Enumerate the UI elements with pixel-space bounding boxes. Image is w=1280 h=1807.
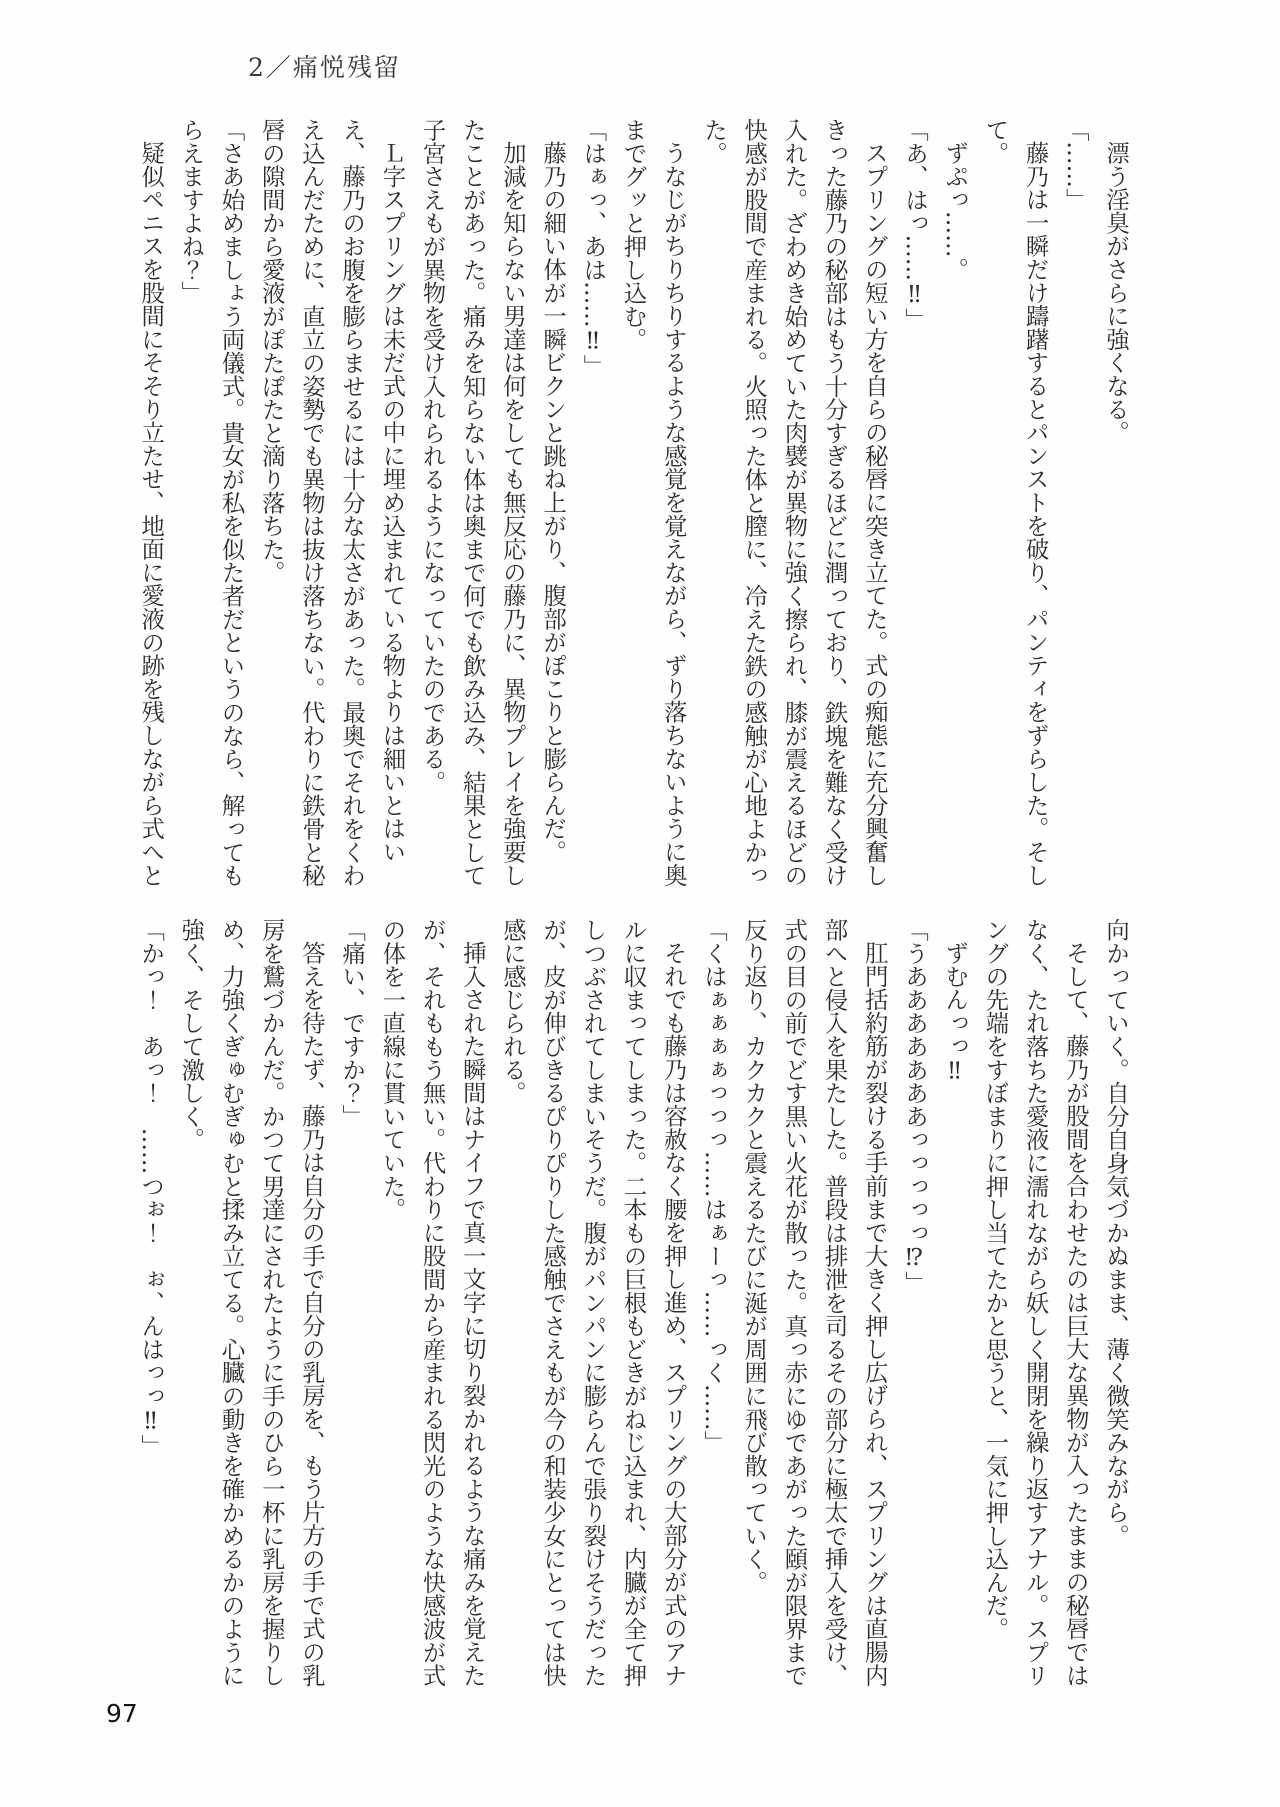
text-column: 快感が股間で産まれる。火照った体と膣に、冷えた鉄の感触が心地よかっ [740,118,768,887]
text-block-bottom [130,918,1135,1710]
text-column: Ｌ字スプリングは未だ式の中に埋め込まれている物よりは細いとはい [378,141,406,864]
text-column: え、藤乃のお腹を膨らませるには十分な太さがあった。最奥でそれをくわ [338,118,366,887]
text-column: え込んだために、直立の姿勢でも異物は抜け落ちない。代わりに鉄骨と秘 [297,118,325,887]
text-column: 答えを待たず、藤乃は自分の手で自分の乳房を、もう片方の手で式の乳 [297,941,325,1687]
text-column: 挿入された瞬間はナイフで真一文字に切り裂かれるような痛みを覚えた [458,941,486,1687]
text-column: た。 [699,118,727,165]
text-column: そして、藤乃が股間を合わせたのは巨大な異物が入ったままの秘唇では [1061,941,1089,1687]
text-column: ずぷっ……。 [941,141,969,282]
text-column: 向かっていく。自分自身気づかぬまま、薄く微笑みながら。 [1102,918,1129,1548]
text-column: が、皮が伸びきるぴりぴりした感触でさえもが今の和装少女にとっては快 [539,918,567,1687]
text-column: きった藤乃の秘部はもう十分すぎるほどに潤っており、鉄塊を難なく受け [820,118,848,887]
text-column: 肛門括約筋が裂ける手前まで大きく押し広げられ、スプリングは直腸内 [860,941,888,1687]
text-column: ルに収まってしまった。二本もの巨根もどきがねじ込まれ、内臓が全て押 [619,918,647,1687]
text-column: 藤乃は一瞬だけ躊躇するとパンストを破り、パンティをずらした。そし [1021,141,1049,887]
text-column: 房を鷲づかんだ。かつて男達にされたように手のひら一杯に乳房を握りし [257,918,285,1687]
text-column: 感に感じられる。 [498,918,526,1105]
text-column: 入れた。ざわめき始めていた肉襞が異物に強く擦られ、膝が震えるほどの [780,118,808,887]
text-column: までグッと押し込む。 [619,118,647,351]
text-column: 反り返り、カクカクと震えるたびに涎が周囲に飛び散っていく。 [740,918,768,1594]
text-column: スプリングの短い方を自らの秘唇に突き立てた。式の痴態に充分興奮し [860,141,888,887]
text-column: 「くはぁぁぁぁっっっ……はぁーっ……っく……」 [699,918,727,1454]
text-column: うなじがちりちりするような感覚を覚えながら、ずり落ちないように奥 [659,141,687,887]
text-column: たことがあった。痛みを知らない体は奥まで何でも飲み込み、結果として [458,118,486,887]
text-column: それでも藤乃は容赦なく腰を押し進め、スプリングの大部分が式のアナ [659,941,687,1687]
text-column: 強く、そして激しく。 [177,918,205,1151]
text-column: なく、たれ落ちた愛液に濡れながら妖しく開閉を繰り返すアナル。スプリ [1021,918,1049,1687]
text-column: て。 [981,118,1009,165]
text-column: 藤乃の細い体が一瞬ビクンと跳ね上がり、腹部がぽこりと膨らんだ。 [539,141,567,864]
text-column: め、力強くぎゅむぎゅむと揉み立てる。心臓の動きを確かめるかのように [217,918,245,1687]
text-column: 「かっ！ あっ！ ……つぉ！ ぉ、んはっっ‼」 [137,918,165,1458]
text-column: ずむんっっ‼ [941,941,969,1085]
text-column: 「さあ始めましょう両儀式。貴女が私を似た者だというのなら、解っても [217,118,245,887]
text-column: 加減を知らない男達は何をしても無反応の藤乃に、異物プレイを強要し [498,141,526,887]
text-column: 「うあああああああっっっっっ⁉」 [900,918,928,1295]
text-block-top [130,118,1135,910]
text-column: が、それももう無い。代わりに股間から産まれる閃光のような快感波が式 [418,918,446,1687]
text-column: ングの先端をすぼまりに押し当てたかと思うと、一気に押し込んだ。 [981,918,1009,1641]
page-number: 97 [106,1699,138,1728]
text-column: の体を一直線に貫いていた。 [378,918,406,1221]
text-column: しつぶされてしまいそうだ。腹がパンパンに膨らんで張り裂けそうだった [579,918,607,1687]
chapter-header: 2／痛悦残留 [248,53,401,82]
text-column: 漂う淫臭がさらに強くなる。 [1102,141,1129,445]
text-column: 「……」 [1061,118,1089,212]
text-column: らえますよね？」 [177,118,205,305]
text-column: 部へと侵入を果たした。普段は排泄を司るその部分に極太で挿入を受け、 [820,918,848,1687]
text-column: 「はぁっ、あは……‼」 [579,118,607,378]
text-column: 疑似ペニスを股間にそそり立たせ、地面に愛液の跡を残しながら式へと [137,141,165,887]
text-column: 子宮さえもが異物を受け入れられるようになっていたのである。 [418,118,446,794]
text-column: 「あ、はっ……‼」 [900,118,928,332]
text-column: 式の目の前でどす黒い火花が散った。真っ赤にゆであがった頤が限界まで [780,918,808,1687]
text-column: 唇の隙間から愛液がぽたぽたと滴り落ちた。 [257,118,285,584]
text-column: 「痛い、ですか？」 [338,918,366,1128]
